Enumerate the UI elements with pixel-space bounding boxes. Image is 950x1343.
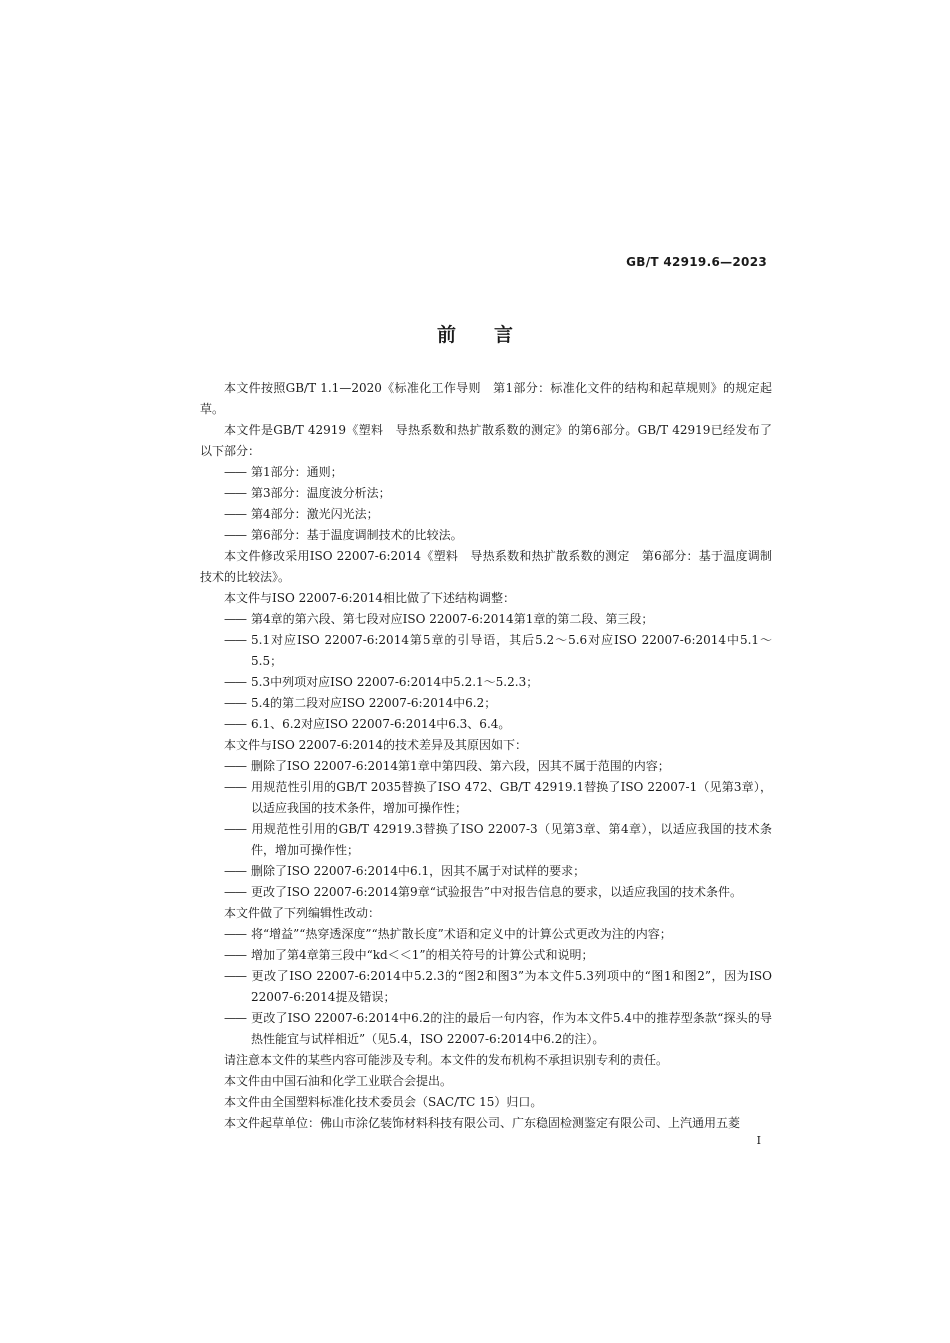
list-item: —— 5.1对应ISO 22007-6:2014第5章的引导语，其后5.2～5.6对应ISO 22007-6:2014中5.1～5.5； [200,630,772,672]
page-title: 前言 [436,324,551,346]
document-body [200,378,772,1134]
paragraph-drafting-units: 本文件起草单位：佛山市涂亿装饰材料科技有限公司、广东稳固检测鉴定有限公司、上汽通用五菱 [224,1116,741,1130]
list-item: —— 5.4的第二段对应ISO 22007-6:2014中6.2； [200,693,772,714]
list-item: —— 用规范性引用的GB/T 2035替换了ISO 472、GB/T 42919.1替换了ISO 22007-1（见第3章），以适应我国的技术条件，增加可操作性； [200,777,772,819]
list-item: —— 更改了ISO 22007-6:2014第9章“试验报告”中对报告信息的要求，以适应我国的技术条件。 [200,882,772,903]
list-item: —— 第6部分：基于温度调制技术的比较法。 [200,525,772,546]
list-item: —— 更改了ISO 22007-6:2014中5.2.3的“图2和图3”为本文件5.3列项中的“图1和图2”，因为ISO 22007-6:2014提及错误； [200,966,772,1008]
list-item: —— 第3部分：温度波分析法； [200,483,772,504]
list-item: —— 将“增益”“热穿透深度”“热扩散长度”术语和定义中的计算公式更改为注的内容； [200,924,772,945]
list-item: —— 第4章的第六段、第七段对应ISO 22007-6:2014第1章的第二段、第三段； [200,609,772,630]
list-item: —— 6.1、6.2对应ISO 22007-6:2014中6.3、6.4。 [200,714,772,735]
paragraph-editorial-changes: 本文件做了下列编辑性改动： [224,906,381,920]
paragraph-committee: 本文件由全国塑料标准化技术委员会（SAC/TC 15）归口。 [224,1095,543,1109]
paragraph-patent-notice: 请注意本文件的某些内容可能涉及专利。本文件的发布机构不承担识别专利的责任。 [224,1053,669,1067]
list-item: —— 第4部分：激光闪光法； [200,504,772,525]
paragraph-structure-changes: 本文件与ISO 22007-6:2014相比做了下述结构调整： [224,591,516,605]
list-item: —— 用规范性引用的GB/T 42919.3替换了ISO 22007-3（见第3章、第4章），以适应我国的技术条件，增加可操作性； [200,819,772,861]
list-item: —— 删除了ISO 22007-6:2014第1章中第四段、第六段，因其不属于范围的内容； [200,756,772,777]
list-item: —— 5.3中列项对应ISO 22007-6:2014中5.2.1～5.2.3； [200,672,772,693]
list-item: —— 第1部分：通则； [200,462,772,483]
list-item: —— 删除了ISO 22007-6:2014中6.1，因其不属于对试样的要求； [200,861,772,882]
list-item: —— 更改了ISO 22007-6:2014中6.2的注的最后一句内容，作为本文件5.4中的推荐型条款“探头的导热性能宜与试样相近”（见5.4，ISO 22007-6:2014中6.2的注）。 [200,1008,772,1050]
standard-number: GB/T 42919.6—2023 [626,255,767,269]
paragraph-technical-differences: 本文件与ISO 22007-6:2014的技术差异及其原因如下： [224,738,528,752]
paragraph-part-info: 本文件是GB/T 42919《塑料 导热系数和热扩散系数的测定》的第6部分。GB/T 42919已经发布了以下部分： [200,423,772,458]
list-item: —— 增加了第4章第三段中“kd＜＜1”的相关符号的计算公式和说明； [200,945,772,966]
page-number: I [756,1134,761,1147]
paragraph-adoption: 本文件修改采用ISO 22007-6:2014《塑料 导热系数和热扩散系数的测定 第6部分：基于温度调制技术的比较法》。 [200,549,772,584]
paragraph-proposer: 本文件由中国石油和化学工业联合会提出。 [224,1074,453,1088]
paragraph-drafting-rules: 本文件按照GB/T 1.1—2020《标准化工作导则 第1部分：标准化文件的结构和起草规则》的规定起草。 [200,381,772,416]
